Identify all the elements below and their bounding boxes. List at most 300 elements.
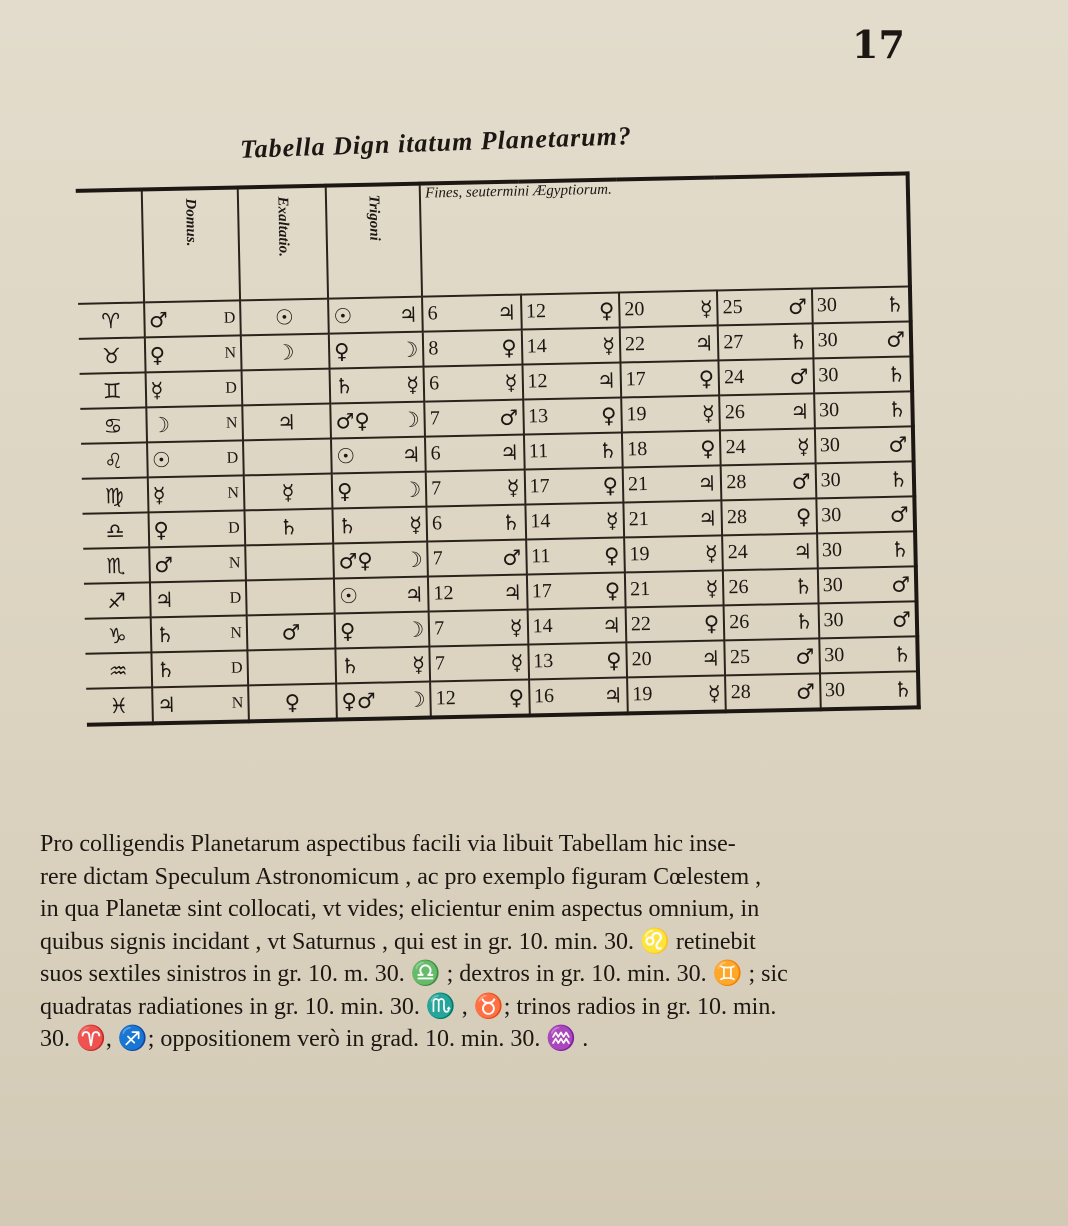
zodiac-sign-icon: ♍ — [104, 483, 125, 508]
domus-cell — [147, 475, 244, 512]
planet-icon: ♃ — [502, 580, 523, 605]
planet-icon: ♄ — [279, 514, 299, 540]
degree-value: 11 — [530, 545, 551, 568]
planet-icon: ♂ — [795, 678, 816, 704]
fines-cell — [426, 470, 525, 507]
planet-icon: ☉ — [333, 303, 353, 328]
header-domus-label: Domus. — [182, 198, 200, 247]
planet-icon: ♀ — [333, 338, 350, 363]
domus-cell — [152, 685, 249, 723]
fines-cell — [524, 467, 623, 504]
degree-value: 19 — [626, 402, 647, 426]
degree-value: 30 — [821, 503, 842, 527]
planet-icon: ♂♀ — [335, 408, 371, 433]
degree-value: 19 — [632, 682, 653, 706]
degree-value: 6 — [431, 512, 443, 535]
degree-value: 12 — [527, 370, 548, 393]
fines-cell — [427, 505, 526, 542]
degree-value: 17 — [531, 579, 553, 603]
day-night-label: N — [231, 693, 244, 712]
fines-cell — [424, 365, 523, 402]
exaltatio-cell — [244, 509, 333, 546]
planet-icon: ☿ — [509, 615, 523, 640]
fines-cell — [625, 570, 724, 607]
domus-cell — [151, 650, 248, 687]
degree-value: 30 — [817, 328, 838, 352]
fines-cell — [814, 391, 913, 428]
exaltatio-cell — [248, 684, 337, 722]
degree-value: 30 — [819, 433, 841, 457]
degree-value: 26 — [724, 400, 746, 424]
planet-icon: ♀ — [603, 543, 620, 568]
degree-value: 13 — [533, 649, 554, 673]
zodiac-sign-icon: ♊ — [102, 378, 122, 403]
exaltatio-cell — [240, 299, 329, 336]
degree-value: 13 — [527, 405, 549, 428]
degree-value: 27 — [723, 330, 744, 354]
fines-cell — [526, 572, 625, 609]
planet-icon: ☿ — [701, 401, 716, 426]
header-corner — [76, 189, 144, 303]
zodiac-sign-icon: ♋ — [103, 413, 123, 438]
planet-icon: ♄ — [340, 653, 360, 678]
planet-icon: ☽ — [405, 617, 425, 642]
zodiac-sign-cell — [83, 512, 149, 548]
planet-icon: ☿ — [152, 482, 166, 507]
dignities-table-wrapper — [76, 171, 929, 798]
planet-icon: ☿ — [705, 575, 719, 601]
planet-icon: ♄ — [794, 609, 814, 634]
planet-icon: ♃ — [596, 368, 617, 393]
paragraph-line: quadratas radiationes in gr. 10. min. 30. ♏ , ♉; trinos radios in gr. 10. min. — [40, 993, 777, 1020]
fines-cell — [430, 679, 529, 717]
degree-value: 25 — [722, 295, 743, 319]
planet-icon: ♃ — [496, 300, 517, 325]
domus-cell — [150, 580, 247, 617]
trigoni-cell — [331, 437, 426, 474]
zodiac-sign-icon: ♐ — [106, 588, 127, 613]
planet-icon: ♀ — [698, 366, 715, 391]
zodiac-sign-cell — [81, 442, 147, 478]
degree-value: 21 — [627, 472, 649, 496]
planet-icon: ☿ — [150, 377, 164, 402]
header-domus — [141, 187, 240, 302]
planet-icon: ♀ — [600, 403, 617, 428]
fines-cell — [430, 644, 529, 681]
degree-value: 12 — [435, 687, 456, 710]
fines-cell — [623, 500, 722, 537]
fines-cell — [725, 638, 820, 675]
day-night-label: D — [230, 658, 243, 677]
degree-value: 11 — [528, 440, 549, 463]
paragraph-line: quibus signis incidant , vt Saturnus , qui est in gr. 10. min. 30. ♌ retinebit — [40, 928, 756, 955]
planet-icon: ☽ — [399, 337, 419, 362]
planet-icon: ♄ — [334, 373, 354, 398]
fines-cell — [526, 537, 625, 574]
degree-value: 7 — [429, 407, 441, 430]
day-night-label: D — [229, 588, 242, 607]
zodiac-sign-cell — [80, 372, 146, 408]
fines-cell — [812, 321, 911, 358]
degree-value: 22 — [624, 332, 646, 356]
planet-icon: ♄ — [886, 362, 907, 387]
fines-cell — [428, 575, 527, 612]
trigoni-cell — [328, 297, 423, 334]
header-row — [76, 173, 910, 303]
fines-cell — [624, 535, 723, 572]
degree-value: 30 — [822, 573, 843, 597]
planet-icon: ♃ — [790, 399, 810, 424]
zodiac-sign-cell — [82, 477, 148, 513]
planet-icon: ☽ — [275, 339, 295, 365]
exaltatio-cell — [245, 544, 334, 581]
degree-value: 30 — [823, 608, 844, 632]
degree-value: 28 — [726, 505, 748, 529]
zodiac-sign-cell — [85, 652, 151, 688]
degree-value: 25 — [729, 645, 751, 669]
degree-value: 7 — [432, 547, 444, 570]
day-night-label: D — [225, 379, 237, 397]
planet-icon: ☿ — [707, 680, 721, 706]
trigoni-cell — [330, 402, 425, 439]
planet-icon: ♃ — [603, 683, 623, 708]
planet-icon: ♂ — [502, 545, 522, 570]
domus-cell — [147, 440, 244, 477]
header-trigoni — [326, 184, 423, 299]
degree-value: 28 — [730, 680, 751, 704]
planet-icon: ♂ — [791, 469, 811, 494]
exaltatio-cell — [246, 579, 335, 616]
zodiac-sign-cell — [83, 547, 149, 583]
header-trigoni-label: Trigoni — [365, 194, 383, 241]
trigoni-cell — [335, 612, 430, 649]
degree-value: 14 — [530, 509, 551, 533]
fines-cell — [720, 428, 815, 465]
fines-cell — [627, 675, 726, 713]
zodiac-sign-icon: ♌ — [104, 448, 124, 473]
planet-icon: ♀ — [598, 298, 615, 323]
table-title: Tabella Dign itatum Planetarum? — [239, 121, 633, 164]
header-exaltatio — [238, 186, 328, 301]
fines-cell — [524, 432, 623, 469]
paragraph-line: rere dictam Speculum Astronomicum , ac pro exemplo figuram Cœlestem , — [40, 863, 762, 890]
zodiac-sign-cell — [79, 337, 145, 373]
trigoni-cell — [334, 577, 429, 614]
planet-icon: ♃ — [154, 587, 174, 612]
fines-cell — [620, 325, 719, 362]
domus-cell — [150, 615, 247, 652]
planet-icon: ♃ — [697, 506, 718, 531]
domus-cell — [144, 300, 241, 337]
planet-icon: ☽ — [402, 477, 422, 502]
planet-icon: ♂ — [795, 644, 815, 669]
planet-icon: ☽ — [406, 687, 426, 712]
planet-icon: ♂ — [787, 294, 808, 319]
fines-cell — [427, 540, 526, 577]
degree-value: 14 — [526, 335, 547, 358]
planet-icon: ♄ — [156, 657, 176, 682]
degree-value: 6 — [430, 442, 441, 465]
trigoni-cell — [335, 647, 430, 684]
day-night-label: N — [227, 484, 240, 502]
exaltatio-cell — [241, 369, 330, 406]
trigoni-cell — [333, 542, 428, 579]
planet-icon: ♀ — [508, 685, 525, 710]
planet-icon: ♄ — [885, 292, 905, 317]
degree-value: 7 — [434, 652, 446, 675]
planet-icon: ☉ — [151, 447, 172, 472]
planet-icon: ♂ — [888, 432, 908, 457]
zodiac-sign-cell — [85, 617, 151, 653]
degree-value: 18 — [627, 437, 648, 461]
degree-value: 24 — [723, 365, 745, 389]
fines-cell — [814, 426, 913, 463]
degree-value: 30 — [824, 643, 845, 667]
planet-icon: ♄ — [337, 513, 357, 538]
planet-icon: ☿ — [796, 434, 811, 459]
fines-cell — [621, 395, 720, 432]
trigoni-cell — [332, 472, 427, 509]
planet-icon: ♃ — [276, 409, 297, 435]
exaltatio-cell — [241, 334, 330, 371]
degree-value: 26 — [728, 575, 749, 599]
day-night-label: N — [224, 344, 237, 362]
planet-icon: ♃ — [700, 645, 721, 671]
fines-cell — [819, 636, 918, 673]
planet-icon: ♄ — [788, 329, 808, 354]
degree-value: 24 — [725, 435, 746, 459]
table-body — [78, 286, 919, 724]
planet-icon: ♀ — [284, 689, 301, 715]
paragraph-line: 30. ♈, ♐; oppositionem verò in grad. 10. min. 30. ♒ . — [40, 1026, 589, 1052]
header-exaltatio-label: Exaltatio. — [274, 196, 292, 258]
zodiac-sign-cell — [80, 407, 146, 443]
fines-cell — [725, 673, 820, 711]
planet-icon: ♄ — [893, 676, 913, 702]
planet-icon: ♄ — [888, 466, 909, 492]
fines-cell — [527, 607, 626, 644]
fines-cell — [817, 531, 916, 568]
planet-icon: ♃ — [156, 692, 177, 717]
fines-cell — [724, 603, 819, 640]
degree-value: 8 — [428, 337, 439, 360]
planet-icon: ♀ — [606, 648, 622, 673]
paragraph-line: suos sextiles sinistros in gr. 10. m. 30. ♎ ; dextros in gr. 10. min. 30. ♊ ; sic — [40, 961, 788, 987]
fines-cell — [425, 435, 524, 472]
degree-value: 14 — [532, 614, 553, 638]
planet-icon: ♄ — [501, 510, 521, 535]
fines-cell — [529, 677, 628, 715]
planet-icon: ♀♂ — [341, 688, 376, 713]
domus-cell — [148, 510, 245, 547]
planet-icon: ♃ — [398, 302, 418, 327]
exaltatio-cell — [247, 649, 336, 686]
planet-icon: ♃ — [499, 440, 520, 465]
planet-icon: ☿ — [510, 650, 524, 675]
planet-icon: ♂ — [891, 606, 912, 632]
degree-value: 22 — [630, 612, 652, 636]
planet-icon: ☽ — [403, 547, 424, 572]
degree-value: 16 — [533, 684, 555, 708]
degree-value: 30 — [816, 293, 838, 317]
day-night-label: D — [227, 519, 240, 537]
planet-icon: ☿ — [504, 370, 518, 395]
planet-icon: ☉ — [339, 583, 359, 608]
degree-value: 30 — [824, 678, 846, 702]
fines-cell — [820, 671, 919, 709]
degree-value: 21 — [628, 507, 649, 531]
fines-cell — [422, 295, 521, 332]
trigoni-cell — [332, 507, 427, 544]
planet-icon: ♂ — [499, 405, 519, 430]
exaltatio-cell — [243, 439, 332, 476]
planet-icon: ♃ — [601, 613, 622, 638]
fines-cell — [623, 465, 722, 502]
fines-cell — [817, 566, 916, 603]
day-night-label: N — [225, 414, 238, 432]
fines-cell — [719, 358, 814, 395]
degree-value: 30 — [820, 468, 841, 492]
fines-cell — [815, 461, 914, 498]
fines-cell — [423, 330, 522, 367]
fines-cell — [717, 288, 812, 325]
planet-icon: ☿ — [281, 479, 295, 505]
degree-value: 20 — [631, 647, 652, 671]
planet-icon: ☿ — [405, 372, 420, 397]
zodiac-sign-icon: ♎ — [105, 518, 125, 543]
degree-value: 21 — [629, 577, 651, 601]
fines-cell — [723, 568, 818, 605]
degree-value: 30 — [818, 398, 840, 422]
degree-value: 7 — [431, 477, 442, 500]
page-number: 17 — [852, 22, 905, 67]
domus-cell — [149, 545, 246, 582]
planet-icon: ♂ — [281, 619, 301, 645]
planet-icon: ♂ — [891, 571, 911, 597]
zodiac-sign-icon: ♉ — [101, 343, 122, 368]
day-night-label: D — [226, 449, 239, 467]
degree-value: 19 — [629, 542, 650, 566]
fines-cell — [620, 360, 719, 397]
degree-value: 30 — [821, 538, 843, 562]
planet-icon: ☿ — [506, 475, 520, 500]
fines-cell — [818, 601, 917, 638]
fines-cell — [525, 502, 624, 539]
planet-icon: ♂ — [885, 327, 906, 352]
planet-icon: ☿ — [605, 508, 619, 533]
planet-icon: ♀ — [501, 335, 517, 360]
planet-icon: ♄ — [598, 438, 618, 463]
zodiac-sign-icon: ♏ — [106, 553, 126, 578]
fines-cell — [813, 356, 912, 393]
planet-icon: ☿ — [408, 512, 423, 537]
fines-cell — [626, 640, 725, 677]
planet-icon: ♄ — [155, 622, 175, 647]
fines-cell — [424, 400, 523, 437]
degree-value: 6 — [427, 302, 438, 325]
fines-cell — [622, 430, 721, 467]
fines-cell — [718, 323, 813, 360]
planet-icon: ♂ — [789, 364, 809, 389]
planet-icon: ♃ — [694, 331, 714, 356]
exaltatio-cell — [244, 474, 333, 511]
fines-cell — [521, 293, 620, 330]
degree-value: 6 — [428, 372, 440, 395]
planet-icon: ♄ — [793, 574, 814, 599]
degree-value: 24 — [727, 540, 749, 564]
trigoni-cell — [336, 682, 431, 720]
exaltatio-cell — [242, 404, 331, 441]
planet-icon: ☿ — [411, 652, 426, 677]
planet-icon: ☽ — [400, 407, 421, 432]
zodiac-sign-cell — [84, 582, 150, 618]
planet-icon: ☉ — [274, 304, 295, 330]
degree-value: 17 — [529, 475, 550, 498]
planet-icon: ♃ — [792, 539, 813, 564]
planet-icon: ♃ — [401, 442, 421, 467]
planet-icon: ♀ — [602, 473, 619, 498]
planet-icon: ♀ — [336, 478, 353, 503]
planet-icon: ☽ — [150, 412, 171, 437]
planet-icon: ♂ — [148, 307, 169, 332]
day-night-label: N — [230, 623, 243, 642]
planet-icon: ☿ — [699, 296, 713, 321]
planet-icon: ♃ — [697, 471, 717, 496]
paragraph-line: in qua Planetæ sint collocati, vt vides; elicientur enim aspectus omnium, in — [40, 896, 760, 922]
planet-icon: ☿ — [601, 333, 616, 358]
fines-cell — [619, 290, 718, 327]
fines-cell — [523, 397, 622, 434]
planet-icon: ♂ — [153, 552, 174, 577]
planet-icon: ♀ — [153, 517, 170, 542]
degree-value: 12 — [525, 300, 547, 323]
planet-icon: ♄ — [892, 641, 912, 667]
fines-cell — [719, 393, 814, 430]
day-night-label: D — [223, 309, 236, 327]
degree-value: 7 — [434, 617, 445, 640]
planet-icon: ♀ — [795, 504, 812, 529]
degree-value: 30 — [818, 363, 839, 387]
fines-cell — [721, 463, 816, 500]
fines-cell — [722, 533, 817, 570]
planet-icon: ♂ — [889, 501, 909, 527]
fines-cell — [722, 498, 817, 535]
fines-cell — [522, 362, 621, 399]
zodiac-sign-icon: ♒ — [108, 658, 128, 683]
planet-icon: ♂♀ — [338, 548, 374, 573]
trigoni-cell — [330, 367, 425, 404]
degree-value: 28 — [726, 470, 747, 494]
domus-cell — [144, 335, 241, 372]
trigoni-cell — [329, 332, 424, 369]
planet-icon: ♀ — [149, 342, 166, 367]
header-fines: Fines, seutermini Ægyptiorum. — [420, 173, 910, 296]
dignities-table — [76, 171, 921, 726]
fines-cell — [816, 496, 915, 533]
zodiac-sign-cell — [86, 687, 152, 724]
planet-icon: ♃ — [404, 582, 424, 607]
domus-cell — [145, 370, 242, 407]
planet-icon: ♀ — [703, 610, 720, 636]
zodiac-sign-icon: ♓ — [109, 693, 129, 718]
body-paragraph — [40, 828, 980, 1056]
planet-icon: ♀ — [699, 436, 716, 461]
degree-value: 26 — [729, 610, 750, 634]
day-night-label: N — [228, 553, 241, 572]
planet-icon: ♀ — [339, 618, 356, 643]
zodiac-sign-icon: ♈ — [101, 308, 121, 333]
paragraph-line: Pro colligendis Planetarum aspectibus facili via libuit Tabellam hic inse- — [40, 831, 736, 857]
